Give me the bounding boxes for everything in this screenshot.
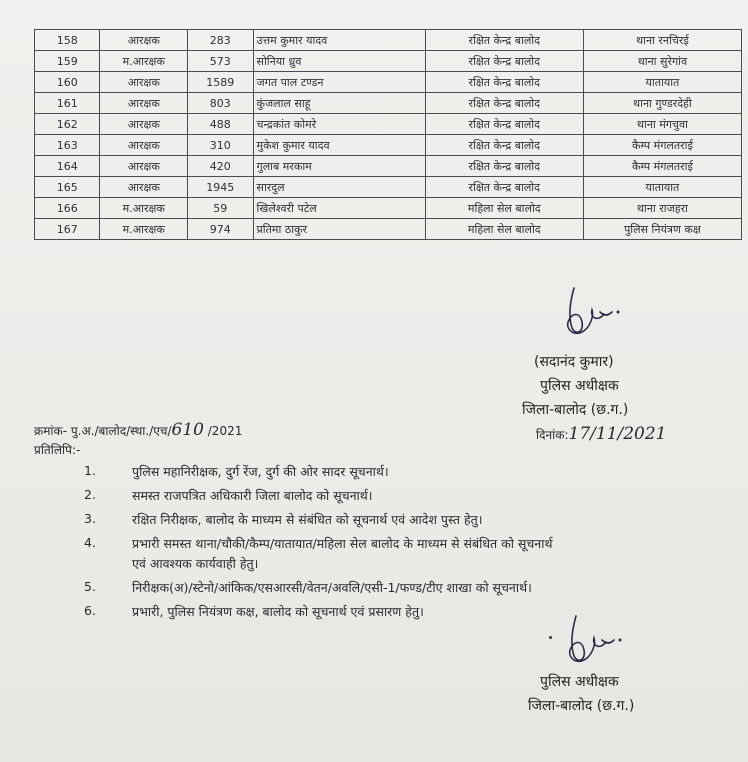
table-row [35,156,742,177]
from-unit-cell: रक्षित केन्द्र बालोद [425,30,583,51]
from-unit-cell: रक्षित केन्द्र बालोद [425,93,583,114]
serial-cell: 162 [35,114,100,135]
from-unit-cell: महिला सेल बालोद [425,219,583,240]
table-row [35,114,742,135]
from-unit-cell: रक्षित केन्द्र बालोद [425,114,583,135]
copy-item-text: निरीक्षक(अ)/स्टेनो/आंकिक/एसआरसी/वेतन/अवलि/एसी-1/फण्ड/टीए शाखा को सूचनार्थ। [132,580,532,595]
copy-item-number: 6. [84,603,96,618]
posting-cell: थाना रनचिरई [583,30,741,51]
posting-cell: यातायात [583,72,741,93]
badge-number-cell: 488 [188,114,253,135]
from-unit-cell: रक्षित केन्द्र बालोद [425,135,583,156]
posting-cell: कैम्प मंगलतराई [583,135,741,156]
copy-item-text: रक्षित निरीक्षक, बालोद के माध्यम से संबंधित को सूचनार्थ एवं आदेश पुस्त हेतु। [132,512,483,527]
serial-cell: 159 [35,51,100,72]
rank-cell: म.आरक्षक [100,219,188,240]
from-unit-cell: रक्षित केन्द्र बालोद [425,177,583,198]
transfer-table [34,29,742,240]
table-row [35,30,742,51]
copy-item-number: 4. [84,535,96,550]
serial-cell: 165 [35,177,100,198]
rank-cell: आरक्षक [100,135,188,156]
reference-number-handwritten: 610 [171,420,204,440]
serial-cell: 164 [35,156,100,177]
rank-cell: आरक्षक [100,93,188,114]
badge-number-cell: 1589 [188,72,253,93]
reference-suffix: /2021 [203,424,243,438]
name-cell: खिलेश्वरी पटेल [253,198,425,219]
serial-cell: 166 [35,198,100,219]
table-row [35,93,742,114]
copy-item-text: एवं आवश्यक कार्यवाही हेतु। [132,556,259,571]
rank-cell: आरक्षक [100,156,188,177]
posting-cell: पुलिस नियंत्रण कक्ष [583,219,741,240]
name-cell: उत्तम कुमार यादव [253,30,425,51]
order-date [536,424,667,444]
copy-item-text: प्रभारी समस्त थाना/चौकी/कैम्प/यातायात/महिला सेल बालोद के माध्यम से संबंधित को सूचनार्थ [132,536,553,551]
serial-cell: 163 [35,135,100,156]
name-cell: मुकेश कुमार यादव [253,135,425,156]
rank-cell: आरक्षक [100,177,188,198]
rank-cell: आरक्षक [100,114,188,135]
posting-cell: थाना राजहरा [583,198,741,219]
copy-item-text: पुलिस महानिरीक्षक, दुर्ग रेंज, दुर्ग की ओर सादर सूचनार्थ। [132,464,389,479]
name-cell: सोनिया ध्रुव [253,51,425,72]
name-cell: सारदुल [253,177,425,198]
badge-number-cell: 573 [188,51,253,72]
copy-item-text: समस्त राजपत्रित अधिकारी जिला बालोद को सूचनार्थ। [132,488,373,503]
badge-number-cell: 283 [188,30,253,51]
table-row [35,135,742,156]
badge-number-cell: 310 [188,135,253,156]
footer-district: जिला-बालोद (छ.ग.) [528,698,635,714]
signature-lower [560,612,640,668]
name-cell: जगत पाल टण्डन [253,72,425,93]
serial-cell: 158 [35,30,100,51]
posting-cell: यातायात [583,177,741,198]
copy-item-number: 1. [84,463,96,478]
from-unit-cell: रक्षित केन्द्र बालोद [425,51,583,72]
date-value: 17/11/2021 [568,424,667,444]
signature-upper [560,282,640,342]
footer-designation: पुलिस अधीक्षक [540,674,619,690]
posting-cell: थाना मंगचुवा [583,114,741,135]
copy-item-number: 3. [84,511,96,526]
ink-dot [549,636,552,639]
badge-number-cell: 1945 [188,177,253,198]
copy-item-number: 5. [84,579,96,594]
posting-cell: थाना गुण्डरदेही [583,93,741,114]
name-cell: कुंजलाल साहू [253,93,425,114]
reference-prefix: क्रमांक- पु.अ./बालोद/स्था./एच/ [34,424,172,438]
rank-cell: आरक्षक [100,72,188,93]
signatory-designation: पुलिस अधीक्षक [540,378,619,394]
badge-number-cell: 803 [188,93,253,114]
from-unit-cell: रक्षित केन्द्र बालोद [425,72,583,93]
reference-number [34,420,242,440]
signatory-name: (सदानंद कुमार) [534,354,614,370]
name-cell: गुलाब मरकाम [253,156,425,177]
table-row [35,219,742,240]
table-row [35,177,742,198]
table-row [35,51,742,72]
from-unit-cell: रक्षित केन्द्र बालोद [425,156,583,177]
signatory-district: जिला-बालोद (छ.ग.) [522,402,629,418]
badge-number-cell: 59 [188,198,253,219]
copy-item-number: 2. [84,487,96,502]
badge-number-cell: 420 [188,156,253,177]
rank-cell: म.आरक्षक [100,198,188,219]
table-row [35,198,742,219]
date-label: दिनांक: [536,428,569,442]
badge-number-cell: 974 [188,219,253,240]
posting-cell: कैम्प मंगलतराई [583,156,741,177]
name-cell: चन्द्रकांत कोमरे [253,114,425,135]
rank-cell: आरक्षक [100,30,188,51]
serial-cell: 167 [35,219,100,240]
serial-cell: 160 [35,72,100,93]
copy-to-label: प्रतिलिपि:- [34,443,81,457]
copy-item-text: प्रभारी, पुलिस नियंत्रण कक्ष, बालोद को सूचनार्थ एवं प्रसारण हेतु। [132,604,424,619]
from-unit-cell: महिला सेल बालोद [425,198,583,219]
serial-cell: 161 [35,93,100,114]
rank-cell: म.आरक्षक [100,51,188,72]
table-row [35,72,742,93]
posting-cell: थाना सुरेगांव [583,51,741,72]
name-cell: प्रतिमा ठाकुर [253,219,425,240]
